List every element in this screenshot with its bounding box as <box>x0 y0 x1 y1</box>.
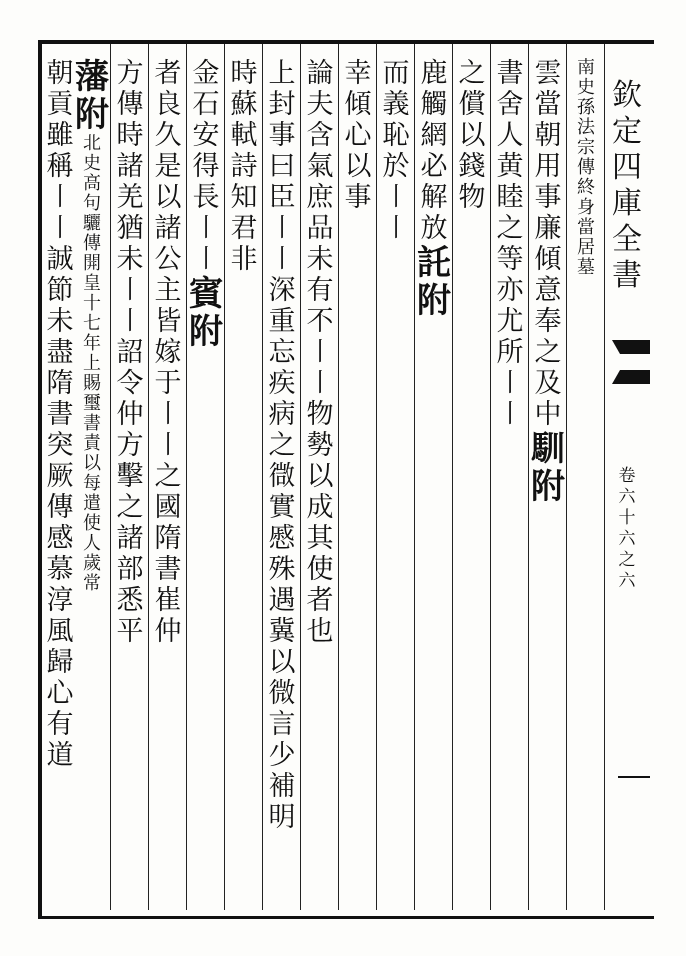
glyph: 平 <box>116 616 144 647</box>
glyph: 睦 <box>496 182 524 213</box>
glyph: 金 <box>192 58 220 89</box>
glyph: 病 <box>268 399 296 430</box>
glyph: 〡 <box>268 213 296 244</box>
glyph: 補 <box>268 771 296 802</box>
glyph: 意 <box>534 275 562 306</box>
glyph: 長 <box>192 182 220 213</box>
glyph: 時 <box>116 120 144 151</box>
glyph: 墓 <box>577 257 595 278</box>
glyph: 冀 <box>268 616 296 647</box>
note-text <box>567 58 605 278</box>
glyph: 深 <box>268 275 296 306</box>
glyph: 朝 <box>46 58 74 89</box>
glyph: 之 <box>534 337 562 368</box>
glyph: 書 <box>83 413 101 434</box>
glyph: 未 <box>116 244 144 275</box>
glyph: 歲 <box>83 553 101 574</box>
glyph: 附 <box>75 95 109 135</box>
glyph: 〡 <box>382 182 410 213</box>
glyph: 盡 <box>46 337 74 368</box>
glyph: 方 <box>116 58 144 89</box>
glyph: 石 <box>192 89 220 120</box>
text-column-6 <box>377 58 415 906</box>
glyph: 庶 <box>306 182 334 213</box>
glyph: 心 <box>46 678 74 709</box>
glyph: 六 <box>618 487 636 507</box>
glyph: 而 <box>382 58 410 89</box>
glyph: 悉 <box>116 585 144 616</box>
glyph: 隋 <box>46 368 74 399</box>
glyph: 句 <box>83 193 101 214</box>
text-column-13 <box>111 58 149 906</box>
entry-heading <box>529 430 567 506</box>
glyph: 〡 <box>268 244 296 275</box>
glyph: 卷 <box>618 466 636 486</box>
glyph: 有 <box>46 709 74 740</box>
glyph: 諸 <box>116 523 144 554</box>
glyph: 未 <box>306 244 334 275</box>
glyph: 殊 <box>268 554 296 585</box>
glyph: 論 <box>306 58 334 89</box>
glyph: 朝 <box>534 120 562 151</box>
glyph: 庫 <box>612 186 642 221</box>
glyph: 恥 <box>382 120 410 151</box>
glyph: 厥 <box>46 461 74 492</box>
glyph: 尤 <box>496 306 524 337</box>
glyph: 傳 <box>83 233 101 254</box>
glyph: 事 <box>534 182 562 213</box>
glyph: 令 <box>116 368 144 399</box>
glyph: 藩 <box>75 58 109 97</box>
glyph: 微 <box>268 678 296 709</box>
glyph: 仲 <box>154 616 182 647</box>
glyph: 及 <box>534 368 562 399</box>
glyph: 書 <box>496 58 524 89</box>
glyph: 〡 <box>154 430 182 461</box>
glyph: 使 <box>306 554 334 585</box>
glyph: 使 <box>83 513 101 534</box>
glyph: 所 <box>496 337 524 368</box>
glyph: 貢 <box>46 89 74 120</box>
main-text <box>187 58 225 275</box>
glyph: 〡 <box>192 213 220 244</box>
glyph: 〡 <box>306 337 334 368</box>
glyph: 慼 <box>268 523 296 554</box>
glyph: 者 <box>306 585 334 616</box>
text-column-8 <box>301 58 339 906</box>
glyph: 附 <box>531 467 565 507</box>
glyph: 書 <box>46 399 74 430</box>
glyph: 以 <box>83 453 101 474</box>
glyph: 安 <box>192 120 220 151</box>
glyph: 錢 <box>458 151 486 182</box>
glyph: 突 <box>46 430 74 461</box>
glyph: 欽 <box>612 78 642 113</box>
text-column-15 <box>41 58 79 906</box>
glyph: 主 <box>154 275 182 306</box>
glyph: 擊 <box>116 461 144 492</box>
main-text <box>301 58 339 647</box>
glyph: 風 <box>46 616 74 647</box>
glyph: 亦 <box>496 275 524 306</box>
glyph: 歸 <box>46 647 74 678</box>
glyph: 七 <box>83 313 101 334</box>
text-column-9 <box>263 58 301 906</box>
glyph: 高 <box>83 173 101 194</box>
glyph: 久 <box>154 120 182 151</box>
glyph: 之 <box>458 58 486 89</box>
main-text <box>377 58 415 244</box>
glyph: 以 <box>458 120 486 151</box>
glyph: 重 <box>268 306 296 337</box>
glyph: 四 <box>612 150 642 185</box>
glyph: 皆 <box>154 306 182 337</box>
glyph: 感 <box>46 523 74 554</box>
book-title <box>604 78 650 294</box>
glyph: 事 <box>268 120 296 151</box>
glyph: 者 <box>154 58 182 89</box>
glyph: 年 <box>83 333 101 354</box>
glyph: 驪 <box>83 213 101 234</box>
glyph: 節 <box>46 275 74 306</box>
glyph: 人 <box>83 533 101 554</box>
glyph: 終 <box>577 177 595 198</box>
margin-tick <box>618 776 650 778</box>
glyph: 開 <box>83 253 101 274</box>
glyph: 〡 <box>496 399 524 430</box>
glyph: 君 <box>230 213 258 244</box>
glyph: 觸 <box>420 89 448 120</box>
glyph: 夫 <box>306 89 334 120</box>
glyph: 勢 <box>306 430 334 461</box>
glyph: 慕 <box>46 554 74 585</box>
glyph: 良 <box>154 89 182 120</box>
glyph: 之 <box>618 550 636 570</box>
glyph: 宗 <box>577 137 595 158</box>
entry-heading <box>187 275 225 351</box>
glyph: 得 <box>192 151 220 182</box>
main-text <box>529 58 567 430</box>
glyph: 賓 <box>189 274 223 314</box>
text-column-2 <box>529 58 567 906</box>
glyph: 廉 <box>534 213 562 244</box>
text-column-3 <box>491 58 529 906</box>
glyph: 崔 <box>154 585 182 616</box>
main-text <box>339 58 377 213</box>
glyph: 責 <box>83 433 101 454</box>
glyph: 是 <box>154 151 182 182</box>
glyph: 身 <box>577 197 595 218</box>
glyph: 詩 <box>230 151 258 182</box>
glyph: 雲 <box>534 58 562 89</box>
glyph: 幸 <box>344 58 372 89</box>
text-column-10 <box>225 58 263 906</box>
glyph: 諸 <box>154 213 182 244</box>
glyph: 皇 <box>83 273 101 294</box>
glyph: 詔 <box>116 337 144 368</box>
glyph: 蘇 <box>230 89 258 120</box>
page-margin-strip <box>604 48 650 908</box>
glyph: 奉 <box>534 306 562 337</box>
glyph: 猶 <box>116 213 144 244</box>
glyph: 方 <box>116 430 144 461</box>
glyph: 傾 <box>344 89 372 120</box>
glyph: 〡 <box>496 368 524 399</box>
glyph: 六 <box>618 571 636 591</box>
main-text <box>225 58 263 275</box>
entry-heading <box>415 244 453 320</box>
glyph: 公 <box>154 244 182 275</box>
main-text <box>415 58 453 244</box>
glyph: 書 <box>612 258 642 293</box>
glyph: 以 <box>344 151 372 182</box>
glyph: 物 <box>458 182 486 213</box>
glyph: 忘 <box>268 337 296 368</box>
glyph: 傳 <box>46 492 74 523</box>
fishtail-mark <box>612 332 650 392</box>
glyph: 知 <box>230 182 258 213</box>
glyph: 以 <box>306 461 334 492</box>
glyph: 其 <box>306 523 334 554</box>
glyph: 心 <box>344 120 372 151</box>
glyph: 以 <box>154 182 182 213</box>
glyph: 託 <box>417 243 451 283</box>
glyph: 傳 <box>116 89 144 120</box>
glyph: 淳 <box>46 585 74 616</box>
main-text <box>41 58 79 771</box>
glyph: 十 <box>83 293 101 314</box>
glyph: 上 <box>83 353 101 374</box>
main-text <box>263 58 301 833</box>
glyph: 不 <box>306 306 334 337</box>
glyph: 含 <box>306 120 334 151</box>
glyph: 〡 <box>192 244 220 275</box>
glyph: 非 <box>230 244 258 275</box>
glyph: 于 <box>154 368 182 399</box>
glyph: 成 <box>306 492 334 523</box>
glyph: 傳 <box>577 157 595 178</box>
glyph: 必 <box>420 151 448 182</box>
glyph: 曰 <box>268 151 296 182</box>
glyph: 等 <box>496 244 524 275</box>
glyph: 雖 <box>46 120 74 151</box>
glyph: 稱 <box>46 151 74 182</box>
glyph: 嫁 <box>154 337 182 368</box>
glyph: 軾 <box>230 120 258 151</box>
glyph: 書 <box>154 554 182 585</box>
glyph: 實 <box>268 492 296 523</box>
glyph: 傾 <box>534 244 562 275</box>
main-text <box>111 58 149 647</box>
text-column-12 <box>149 58 187 906</box>
glyph: 孫 <box>577 97 595 118</box>
glyph: 全 <box>612 222 642 257</box>
glyph: 也 <box>306 616 334 647</box>
glyph: 部 <box>116 554 144 585</box>
glyph: 疾 <box>268 368 296 399</box>
glyph: 南 <box>577 58 595 78</box>
glyph: 氣 <box>306 151 334 182</box>
glyph: 上 <box>268 58 296 89</box>
glyph: 放 <box>420 213 448 244</box>
text-column-5 <box>415 58 453 906</box>
glyph: 〡 <box>154 399 182 430</box>
glyph: 〡 <box>116 275 144 306</box>
glyph: 中 <box>534 399 562 430</box>
glyph: 人 <box>496 120 524 151</box>
glyph: 之 <box>496 213 524 244</box>
glyph: 道 <box>46 740 74 771</box>
glyph: 之 <box>154 461 182 492</box>
glyph: 㣲 <box>268 461 296 492</box>
glyph: 附 <box>417 281 451 321</box>
glyph: 黄 <box>496 151 524 182</box>
glyph: 於 <box>382 151 410 182</box>
glyph: 遣 <box>83 493 101 514</box>
glyph: 〡 <box>46 213 74 244</box>
glyph: 居 <box>577 237 595 258</box>
glyph: 償 <box>458 89 486 120</box>
text-column-1 <box>567 58 605 906</box>
glyph: 每 <box>83 473 101 494</box>
glyph: 定 <box>612 114 642 149</box>
glyph: 〡 <box>116 306 144 337</box>
glyph: 遇 <box>268 585 296 616</box>
glyph: 〡 <box>306 368 334 399</box>
glyph: 附 <box>189 312 223 352</box>
glyph: 品 <box>306 213 334 244</box>
glyph: 諸 <box>116 151 144 182</box>
glyph: 網 <box>420 120 448 151</box>
main-text <box>453 58 491 213</box>
glyph: 有 <box>306 275 334 306</box>
main-text <box>149 58 187 647</box>
glyph: 明 <box>268 802 296 833</box>
glyph: 物 <box>306 399 334 430</box>
glyph: 常 <box>83 573 101 594</box>
glyph: 少 <box>268 740 296 771</box>
glyph: 史 <box>577 77 595 98</box>
glyph: 義 <box>382 89 410 120</box>
glyph: 臣 <box>268 182 296 213</box>
glyph: 國 <box>154 492 182 523</box>
text-column-4 <box>453 58 491 906</box>
glyph: 解 <box>420 182 448 213</box>
glyph: 隋 <box>154 523 182 554</box>
glyph: 事 <box>344 182 372 213</box>
glyph: 十 <box>618 508 636 528</box>
glyph: 北 <box>83 133 101 154</box>
glyph: 誠 <box>46 244 74 275</box>
glyph: 以 <box>268 647 296 678</box>
glyph: 馴 <box>531 429 565 469</box>
glyph: 璽 <box>83 393 101 414</box>
glyph: 〡 <box>46 182 74 213</box>
glyph: 史 <box>83 153 101 174</box>
glyph: 仲 <box>116 399 144 430</box>
glyph: 鹿 <box>420 58 448 89</box>
glyph: 封 <box>268 89 296 120</box>
glyph: 之 <box>268 430 296 461</box>
glyph: 〡 <box>382 213 410 244</box>
glyph: 羌 <box>116 182 144 213</box>
volume-label <box>604 466 650 592</box>
text-column-11 <box>187 58 225 906</box>
glyph: 當 <box>577 217 595 238</box>
glyph: 賜 <box>83 373 101 394</box>
glyph: 六 <box>618 529 636 549</box>
glyph: 當 <box>534 89 562 120</box>
glyph: 之 <box>116 492 144 523</box>
glyph: 言 <box>268 709 296 740</box>
text-column-7 <box>339 58 377 906</box>
glyph: 舍 <box>496 89 524 120</box>
glyph: 法 <box>577 117 595 138</box>
main-text <box>491 58 529 430</box>
glyph: 時 <box>230 58 258 89</box>
glyph: 未 <box>46 306 74 337</box>
glyph: 用 <box>534 151 562 182</box>
